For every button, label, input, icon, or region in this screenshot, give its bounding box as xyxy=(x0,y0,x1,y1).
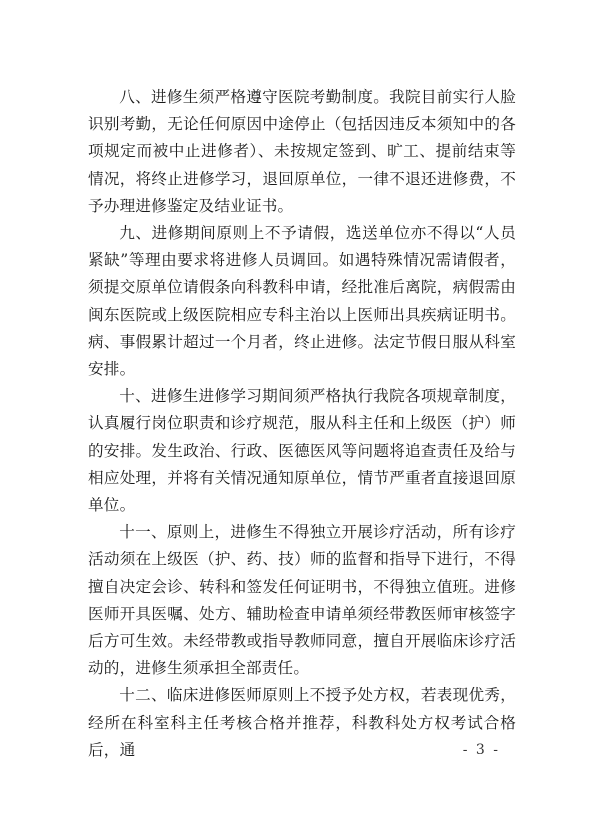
document-body xyxy=(88,84,516,764)
paragraph-10: 十、进修生进修学习期间须严格执行我院各项规章制度，认真履行岗位职责和诊疗规范，服从科主任和上级医（护）师的安排。发生政治、行政、医德医风等问题将追查责任及给与相应处理，并将有关情况通知原单位，情节严重者直接退回原单位。 xyxy=(88,387,516,515)
paragraph-11: 十一、原则上，进修生不得独立开展诊疗活动，所有诊疗活动须在上级医（护、药、技）师的监督和指导下进行，不得擅自决定会诊、转科和签发任何证明书，不得独立值班。进修医师开具医嘱、处方、辅助检查申请单须经带教医师审核签字后方可生效。未经带教或指导教师同意，擅自开展临床诊疗活动的，进修生须承担全部责任。 xyxy=(88,523,516,678)
page-number: - 3 - xyxy=(462,742,500,758)
paragraph-8: 八、进修生须严格遵守医院考勤制度。我院目前实行人脸识别考勤，无论任何原因中途停止（包括因违反本须知中的各项规定而被中止进修者）、未按规定签到、旷工、提前结束等情况，将终止进修学习，退回原单位，一律不退还进修费，不予办理进修鉴定及结业证书。 xyxy=(88,88,516,215)
paragraph-12: 十二、临床进修医师原则上不授予处方权，若表现优秀，经所在科室科主任考核合格并推荐，科教科处方权考试合格后，通 xyxy=(88,686,516,759)
paragraph-9: 九、进修期间原则上不予请假，选送单位亦不得以“人员紧缺”等理由要求将进修人员调回。如遇特殊情况需请假者，须提交原单位请假条向科教科申请，经批准后离院，病假需由闽东医院或上级医院相应专科主治以上医师出具疾病证明书。病、事假累计超过一个月者，终止进修。法定节假日服从科室安排。 xyxy=(88,224,516,379)
